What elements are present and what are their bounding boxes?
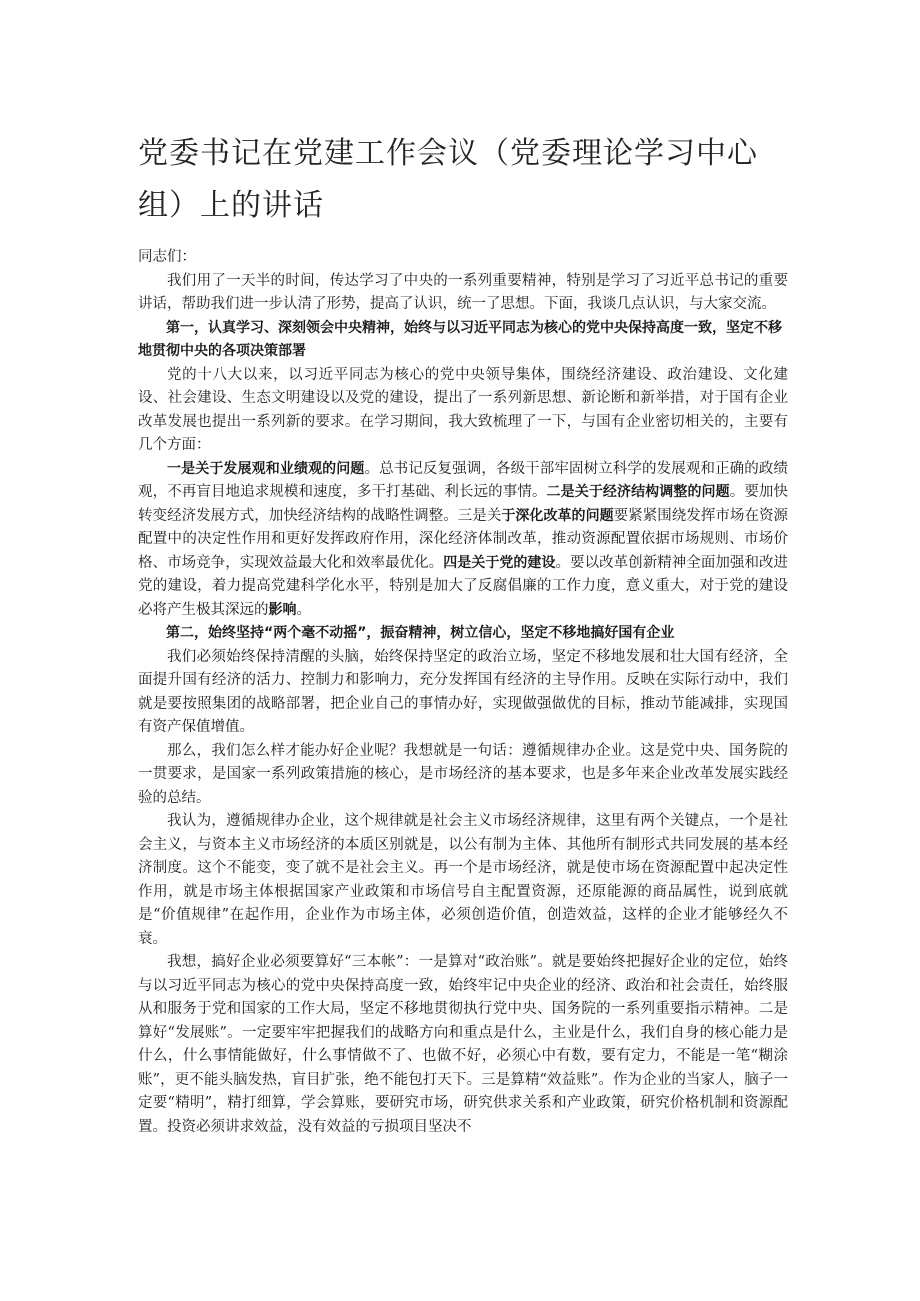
point-4-text: 。要以改革创新精神全面加强和改进党的建设，着力提高党建科学化水平，特别是加大了反腐倡廉的工作力度，意义重大，对于党的建设必将产生极其深远的 [138,554,789,618]
section-1-paragraph-1: 党的十八大以来，以习近平同志为核心的党中央领导集体，围绕经济建设、政治建设、文化建设、社会建设、生态文明建设以及党的建设，提出了一系列新思想、新论断和新举措，对于国有企业改革发展也提出一系列新的要求。在学习期间，我大致梳理了一下，与国有企业密切相关的，主要有几个方面： [138,366,788,453]
section-1-heading: 第一，认真学习、深刻领会中央精神，始终与以习近平同志为核心的党中央保持高度一致，坚定不移地贯彻中央的各项决策部署 [138,319,782,359]
point-4-end: 。 [296,601,311,618]
document-title: 党委书记在党建工作会议（党委理论学习中心组）上的讲话 [138,136,758,223]
point-1-label: 一是关于发展观和业绩观的问题 [167,460,365,477]
section-2-heading: 第二，始终坚持“两个毫不动摇”，振奋精神，树立信心，坚定不移地搞好国有企业 [166,625,675,641]
point-4-label: 四是关于党的建设 [443,554,556,571]
document-page [138,128,788,1139]
point-4-emphasis: 影响 [268,601,297,618]
greeting: 同志们： [138,249,196,265]
point-3-text: 要紧紧围绕发挥市场在资源配置中的决定性作用和更好发挥政府作用，深化经济体制改革，推动资源配置依据市场规则、市场价格、市场竞争，实现效益最大化和效率最优化。 [138,507,789,571]
point-1-text: 。总书记反复强调，各级干部牢固树立科学的发展观和正确的政绩观，不再盲目地追求规模和速度，多干打基础、利长远的事情。 [138,460,788,500]
section-2-paragraph-4: 我想，搞好企业必须要算好“三本帐”：一是算对“政治账”。就是要始终把握好企业的定位，始终与以习近平同志为核心的党中央保持高度一致，始终牢记中央企业的经济、政治和社会责任，始终服从和服务于党和国家的工作大局，坚定不移地贯彻执行党中央、国务院的一系列重要指示精神。二是算好“发展账”。一定要牢牢把握我们的战略方向和重点是什么，主业是什么，我们自身的核心能力是什么，什么事情能做好，什么事情做不了、也做不好，必须心中有数，要有定力，不能是一笔“糊涂账”，更不能头脑发热，盲目扩张，绝不能包打天下。三是算精“效益账”。作为企业的当家人，脑子一定要“精明”，精打细算，学会算账，要研究市场，研究供求关系和产业政策，研究价格机制和资源配置。投资必须讲求效益，没有效益的亏损项目坚决不 [138,954,788,1135]
point-2-label: 二是关于经济结构调整的问题 [546,484,730,500]
section-1-paragraph-2 [138,458,788,623]
point-3-label: 于深化改革的问题 [501,507,614,524]
section-2-paragraph-2: 那么，我们怎么样才能办好企业呢？我想就是一句话：遵循规律办企业。这是党中央、国务院的一贯要求，是国家一系列政策措施的核心，是市场经济的基本要求，也是多年来企业改革发展实践经验的总结。 [138,742,788,806]
section-2-paragraph-3: 我认为，遵循规律办企业，这个规律就是社会主义市场经济规律，这里有两个关键点，一个是社会主义，与资本主义市场经济的本质区别就是，以公有制为主体、其他所有制形式共同发展的基本经济制度。这个不能变，变了就不是社会主义。再一个是市场经济，就是使市场在资源配置中起决定性作用，就是市场主体根据国家产业政策和市场信号自主配置资源，还原能源的商品属性，说到底就是“价值规律”在起作用，企业作为市场主体，必须创造价值，创造效益，这样的企业才能够经久不衰。 [138,813,788,947]
section-2-paragraph-1: 我们必须始终保持清醒的头脑，始终保持坚定的政治立场，坚定不移地发展和壮大国有经济，全面提升国有经济的活力、控制力和影响力，充分发挥国有经济的主导作用。反映在实际行动中，我们就是要按照集团的战略部署，把企业自己的事情办好，实现做强做优的目标，推动节能减排，实现国有资产保值增值。 [138,648,788,735]
point-2-text: 。要加快转变经济发展方式，加快经济结构的战略性调整。三是关 [138,484,789,524]
intro-paragraph: 我们用了一天半的时间，传达学习了中央的一系列重要精神，特别是学习了习近平总书记的重要讲话，帮助我们进一步认清了形势，提高了认识，统一了思想。下面，我谈几点认识，与大家交流。 [138,272,788,312]
